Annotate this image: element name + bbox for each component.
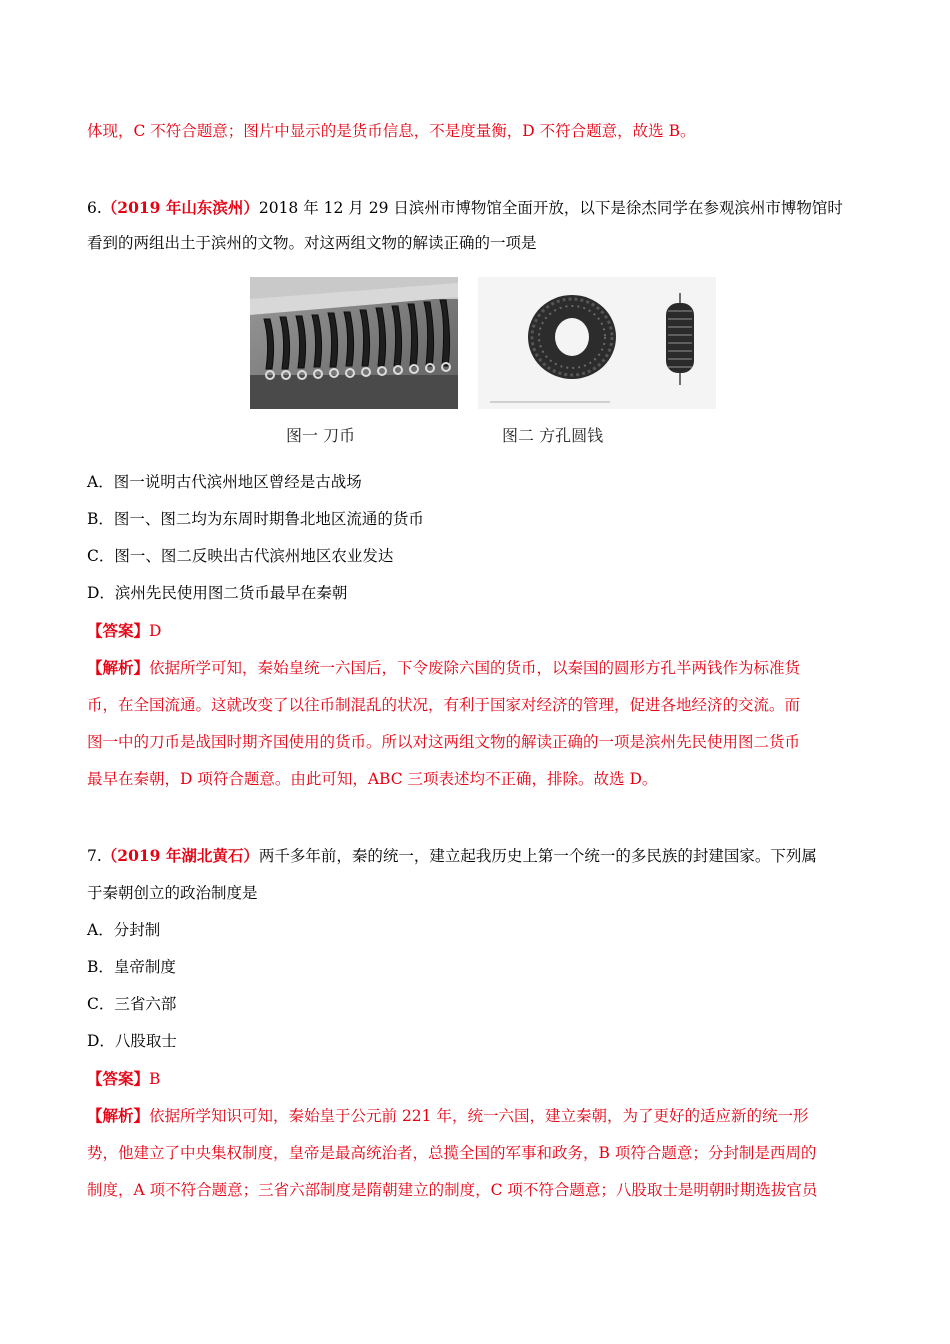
question-source: （2019 年山东滨州） — [101, 198, 259, 217]
analysis-line-1 — [87, 658, 867, 678]
option-d: D．滨州先民使用图二货币最早在秦朝 — [87, 584, 348, 602]
analysis-label: 【解析】 — [87, 1106, 150, 1125]
option-b: B．图一、图二均为东周时期鲁北地区流通的货币 — [87, 510, 424, 528]
answer-line — [87, 621, 867, 641]
answer-label: 【答案】 — [87, 1069, 150, 1088]
option-c: C．图一、图二反映出古代滨州地区农业发达 — [87, 547, 394, 565]
analysis-line-2: 势，他建立了中央集权制度，皇帝是最高统治者，总揽全国的军事和政务，B 项符合题意；分封制是西周的 — [87, 1144, 817, 1162]
question-number: 6. — [87, 199, 102, 217]
question-6-stem-line-2: 看到的两组出土于滨州的文物。对这两组文物的解读正确的一项是 — [87, 234, 537, 252]
question-source: （2019 年湖北黄石） — [101, 846, 259, 865]
option-b: B．皇帝制度 — [87, 958, 176, 976]
question-stem-text: 两千多年前，秦的统一，建立起我历史上第一个统一的多民族的封建国家。下列属 — [258, 847, 817, 865]
analysis-line-4: 最早在秦朝，D 项符合题意。由此可知，ABC 三项表述均不正确，排除。故选 D。 — [87, 770, 658, 788]
knife-coin-photo — [250, 277, 458, 409]
analysis-text: 依据所学知识可知，秦始皇于公元前 221 年，统一六国，建立秦朝，为了更好的适应新的统一形 — [149, 1107, 809, 1125]
option-a: A．分封制 — [87, 921, 161, 939]
figure-caption-1: 图一 刀币 — [286, 426, 356, 445]
answer-label: 【答案】 — [87, 621, 150, 640]
round-coin-photo — [478, 277, 716, 409]
option-d: D．八股取士 — [87, 1032, 177, 1050]
question-stem-text: 2018 年 12 月 29 日滨州市博物馆全面开放，以下是徐杰同学在参观滨州市博物馆时 — [258, 199, 843, 217]
question-number: 7. — [87, 847, 102, 865]
analysis-line-1 — [87, 1106, 867, 1126]
option-a: A．图一说明古代滨州地区曾经是古战场 — [87, 473, 362, 491]
option-c: C．三省六部 — [87, 995, 177, 1013]
answer-value: D — [149, 622, 162, 640]
question-7-stem-line-2: 于秦朝创立的政治制度是 — [87, 884, 258, 902]
question-7-stem-line-1 — [87, 846, 867, 866]
analysis-line-2: 币，在全国流通。这就改变了以往币制混乱的状况，有利于国家对经济的管理，促进各地经济的交流。而 — [87, 696, 801, 714]
analysis-line-3: 图一中的刀币是战国时期齐国使用的货币。所以对这两组文物的解读正确的一项是滨州先民使用图二货币 — [87, 733, 801, 751]
analysis-label: 【解析】 — [87, 658, 150, 677]
answer-value: B — [149, 1070, 161, 1088]
analysis-text: 依据所学可知，秦始皇统一六国后，下令废除六国的货币，以秦国的圆形方孔半两钱作为标准货 — [149, 659, 801, 677]
artifact-figure — [250, 275, 720, 450]
question-6-stem-line-1 — [87, 198, 867, 218]
analysis-line-3: 制度，A 项不符合题意；三省六部制度是隋朝建立的制度，C 项不符合题意；八股取士是明朝时期选拔官员 — [87, 1181, 818, 1199]
answer-line — [87, 1069, 867, 1089]
previous-analysis-tail: 体现，C 不符合题意；图片中显示的是货币信息，不是度量衡，D 不符合题意，故选 B。 — [87, 122, 696, 140]
figure-caption-2: 图二 方孔圆钱 — [502, 426, 604, 445]
